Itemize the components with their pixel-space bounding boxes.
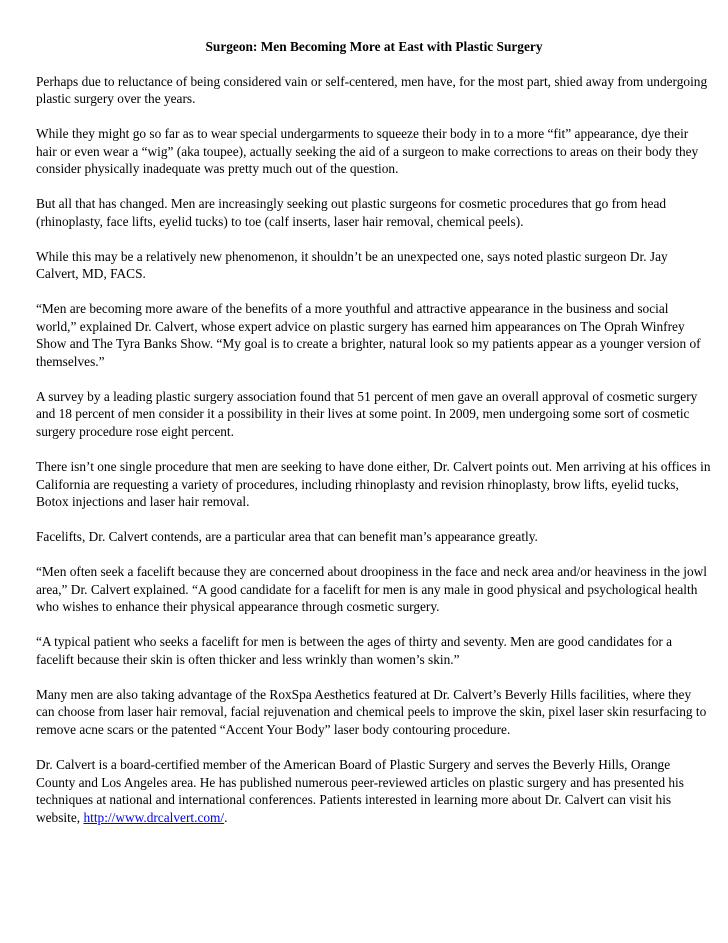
paragraph-3: But all that has changed. Men are increasingly seeking out plastic surgeons for cosmetic procedures that go from head (rhinoplasty, face lifts, eyelid tucks) to toe (calf inserts, laser hair removal, chemical peels). [36,196,667,229]
document-page [36,38,712,844]
paragraph-10: “A typical patient who seeks a facelift for men is between the ages of thirty and seventy. Men are good candidates for a facelift because their skin is often thicker and less wrinkly than women’s skin.” [36,634,673,667]
document-title: Surgeon: Men Becoming More at East with Plastic Surgery [205,39,543,54]
paragraph-11: Many men are also taking advantage of the RoxSpa Aesthetics featured at Dr. Calvert’s Beverly Hills facilities, where they can choose from laser hair removal, facial rejuvenation and chemical peels to improve the skin, pixel laser skin resurfacing to remove acne scars or the patented “Accent Your Body” laser body contouring procedure. [36,686,707,737]
paragraph-1: Perhaps due to reluctance of being considered vain or self-centered, men have, for the most part, shied away from undergoing plastic surgery over the years. [36,73,708,106]
paragraph-12-trailing: . [224,809,228,825]
paragraph-2: While they might go so far as to wear special undergarments to squeeze their body in to a more “fit” appearance, dye their hair or even wear a “wig” (aka toupee), actually seeking the aid of a surgeon to make corrections to areas on their body they consider physically inadequate was pretty much out of the question. [36,126,699,177]
website-link[interactable]: http://www.drcalvert.com/ [83,809,225,825]
paragraph-12 [36,756,712,826]
paragraph-9: “Men often seek a facelift because they are concerned about droopiness in the face and neck area and/or heaviness in the jowl area,” Dr. Calvert explained. “A good candidate for a facelift for men is any male in good physical and psychological health who wishes to enhance their physical appearance through cosmetic surgery. [36,564,707,615]
paragraph-12-text: Dr. Calvert is a board-certified member of the American Board of Plastic Surgery and serves the Beverly Hills, Orange County and Los Angeles area. He has published numerous peer-reviewed articles on plastic surgery and has presented his techniques at national and international conferences. Patients interested in learning more about Dr. Calvert can visit his website, [36,757,684,825]
paragraph-6: A survey by a leading plastic surgery association found that 51 percent of men gave an overall approval of cosmetic surgery and 18 percent of men consider it a possibility in their lives at some point. In 2009, men undergoing some sort of cosmetic surgery procedure rose eight percent. [36,388,698,439]
paragraph-5: “Men are becoming more aware of the benefits of a more youthful and attractive appearance in the business and social world,” explained Dr. Calvert, whose expert advice on plastic surgery has earned him appearances on The Oprah Winfrey Show and The Tyra Banks Show. “My goal is to create a brighter, natural look so my patients appear as a younger version of themselves.” [36,301,701,369]
paragraph-8: Facelifts, Dr. Calvert contends, are a particular area that can benefit man’s appearance greatly. [36,529,538,545]
paragraph-4: While this may be a relatively new phenomenon, it shouldn’t be an unexpected one, says noted plastic surgeon Dr. Jay Calvert, MD, FACS. [36,248,668,282]
paragraph-7: There isn’t one single procedure that men are seeking to have done either, Dr. Calvert points out. Men arriving at his offices in California are requesting a variety of procedures, including rhinoplasty and revision rhinoplasty, brow lifts, eyelid tucks, Botox injections and laser hair removal. [36,459,711,510]
